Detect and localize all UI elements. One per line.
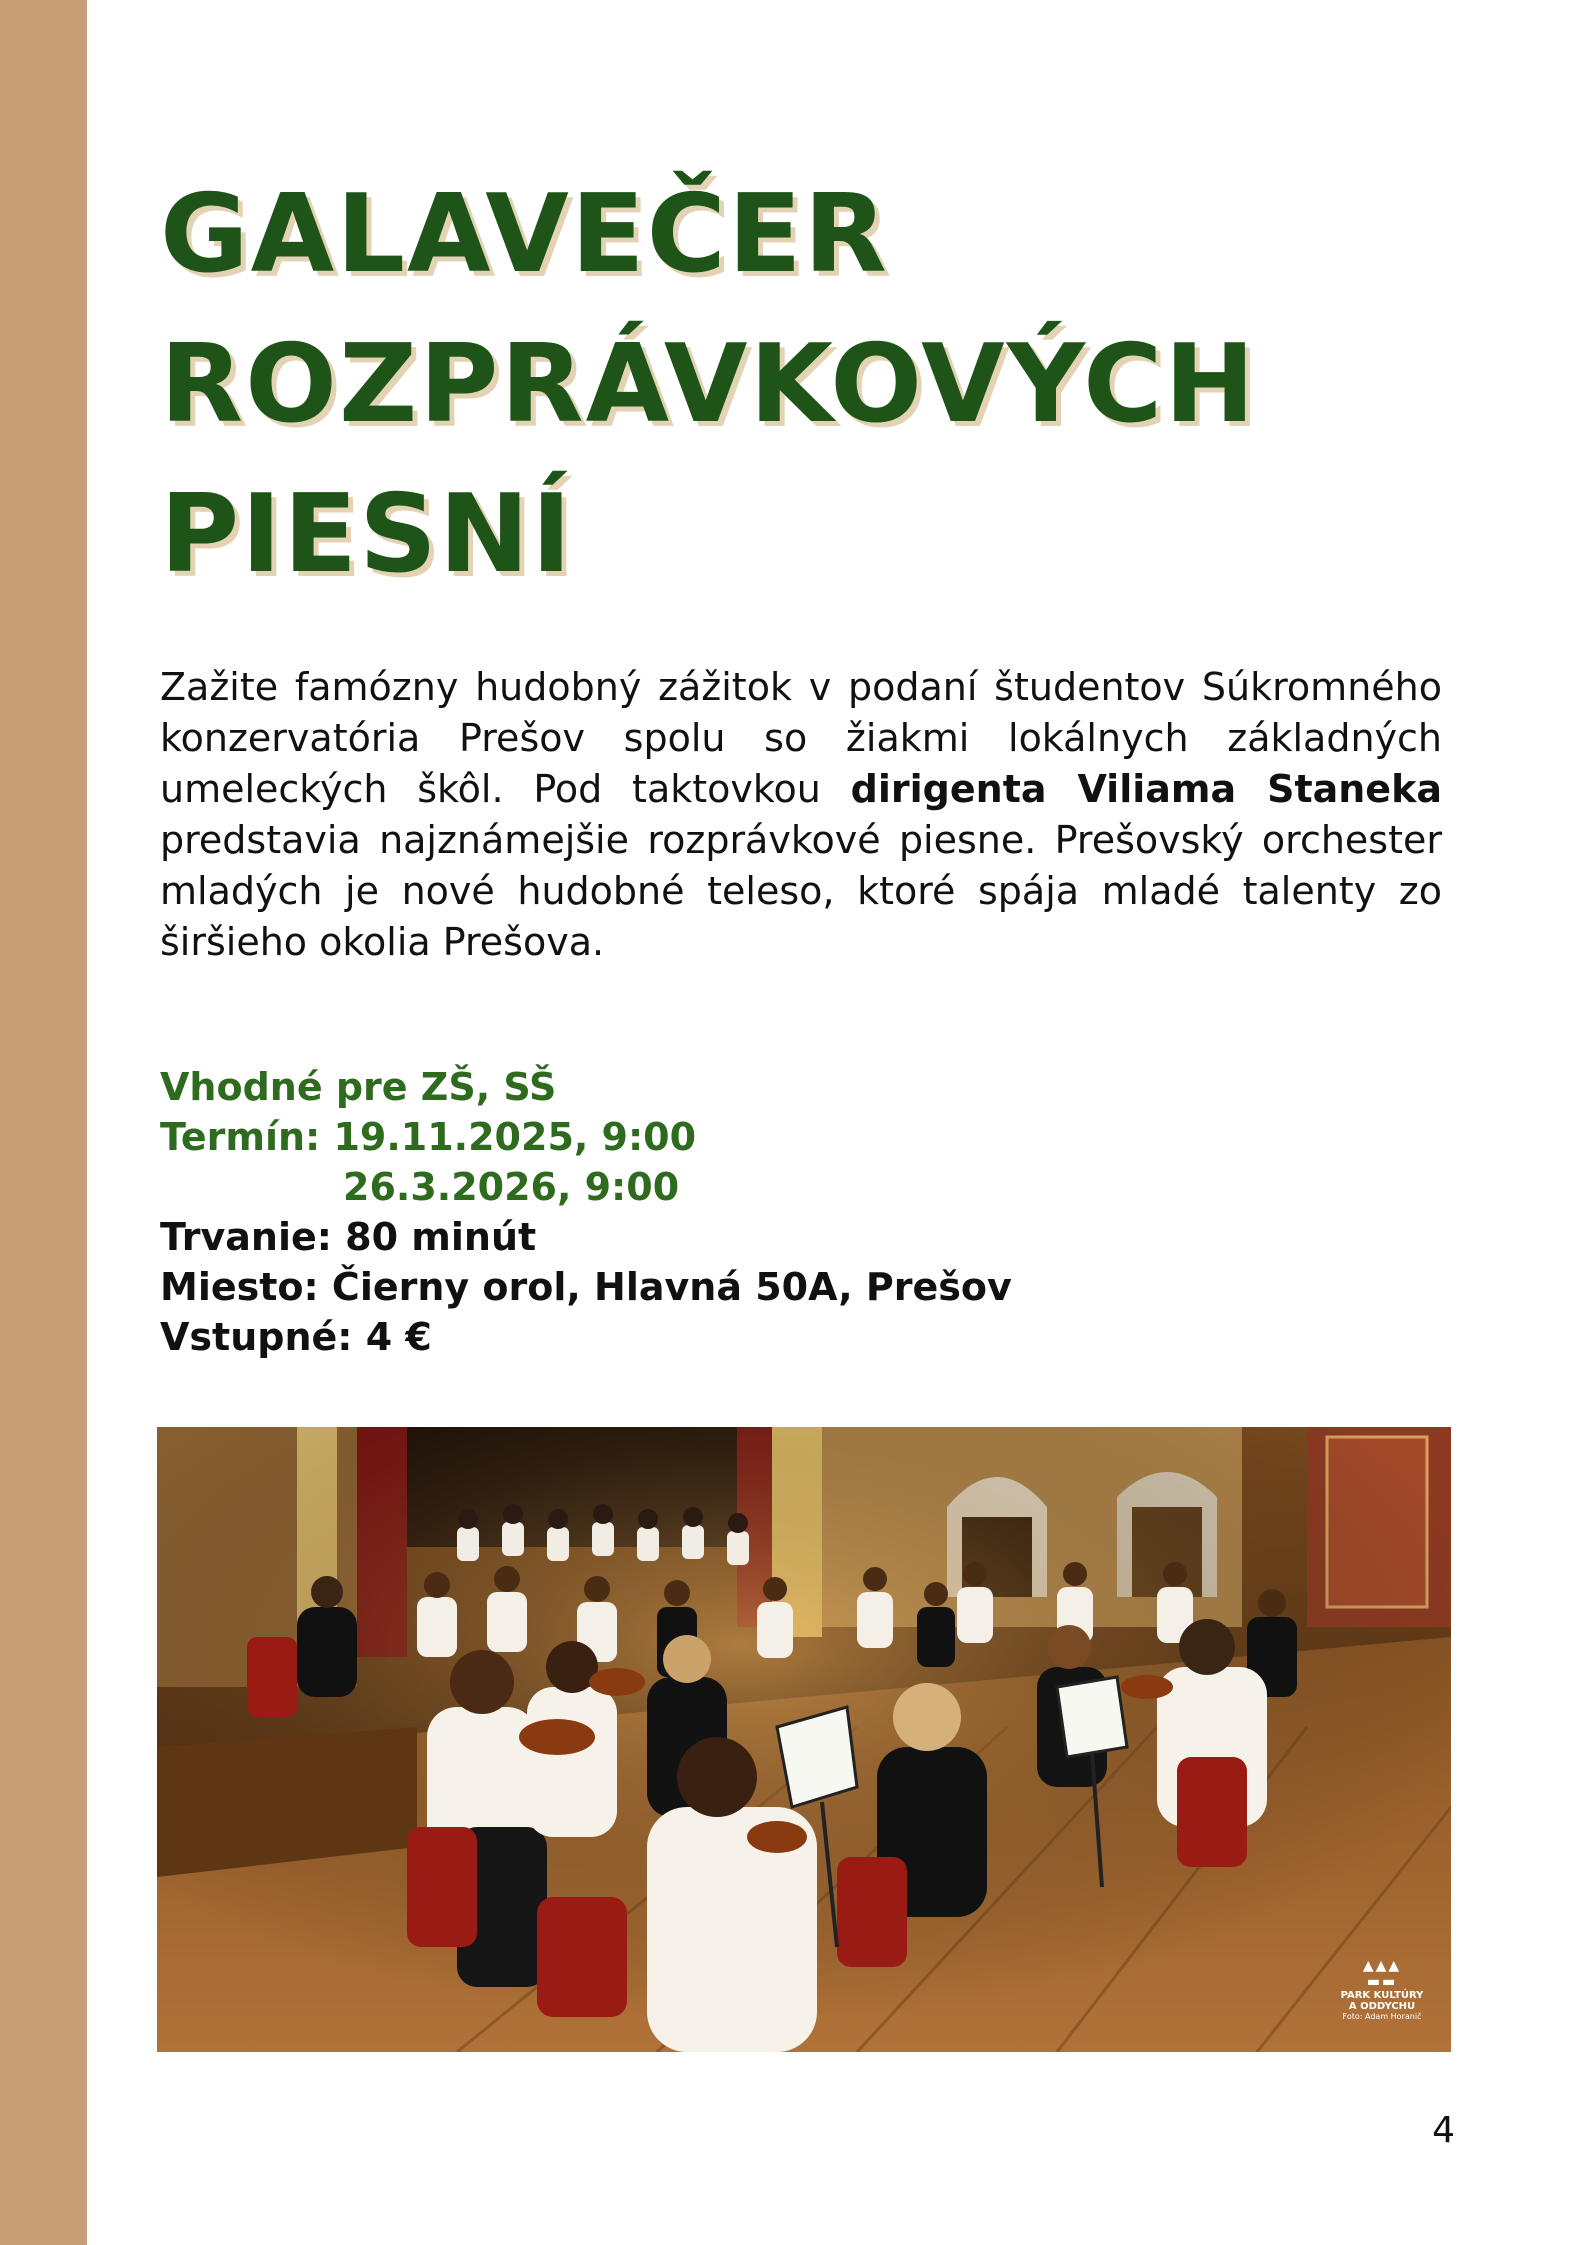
side-accent-bar xyxy=(0,0,87,2245)
term-date-2: 26.3.2026, 9:00 xyxy=(343,1165,680,1209)
description-text-2: predstavia najznámejšie rozprávkové piesne. Prešovský orchester mladých je nové hudobné teleso, ktoré spája mladé talenty zo širšieho okolia Prešova. xyxy=(160,818,1442,964)
event-title-line-1: GALAVEČER xyxy=(160,172,889,297)
event-description xyxy=(160,662,1442,968)
description-text-1: Zažite famózny hudobný zážitok v podaní študentov Súkromného konzervatória Prešov spolu so žiakmi lokálnych základných umeleckých škôl. Pod taktovkou xyxy=(160,665,1442,811)
orchestra-illustration xyxy=(157,1427,1451,2052)
logo-text-1: PARK KULTÚRY xyxy=(1340,1990,1424,2001)
duration: Trvanie: 80 minút xyxy=(160,1215,537,1259)
event-title-line-2: ROZPRÁVKOVÝCH xyxy=(160,322,1257,447)
event-details xyxy=(160,1062,1442,1362)
page-number: 4 xyxy=(1432,2110,1455,2151)
conductor-name: dirigenta Viliama Staneka xyxy=(850,767,1442,811)
venue: Miesto: Čierny orol, Hlavná 50A, Prešov xyxy=(160,1265,1012,1309)
admission-price: Vstupné: 4 € xyxy=(160,1315,432,1359)
event-title xyxy=(160,160,1460,610)
logo-mark-icon: ▲▲▲ ▬▬ xyxy=(1362,1958,1402,1990)
logo-text-2: A ODDYCHU xyxy=(1348,2001,1416,2012)
suitable-for: Vhodné pre ZŠ, SŠ xyxy=(160,1065,557,1109)
term-date-1: Termín: 19.11.2025, 9:00 xyxy=(160,1115,697,1159)
event-title-line-3: PIESNÍ xyxy=(160,472,574,597)
orchestra-photo xyxy=(157,1427,1451,2052)
photo-credit: Foto: Adam Horanič xyxy=(1342,2012,1422,2021)
park-kultury-logo xyxy=(1327,1958,1437,2022)
